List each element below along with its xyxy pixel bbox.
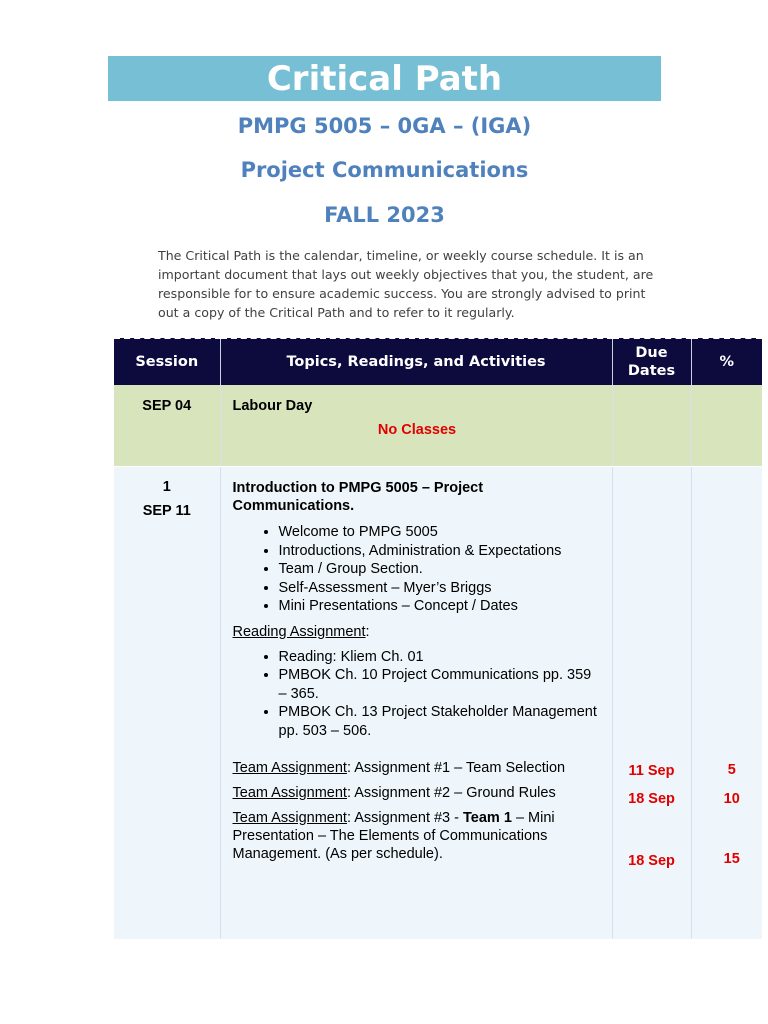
session-1-bullet-list (233, 523, 602, 616)
table-row-session-1 (114, 467, 762, 940)
assignment-1 (233, 759, 602, 777)
assignment-2-pct: 10 (723, 791, 740, 807)
header-topics: Topics, Readings, and Activities (220, 338, 612, 385)
list-item: • Self-Assessment – Myer’s Briggs (279, 579, 602, 598)
session-1-pct-cell (691, 467, 762, 940)
session-1-topics-cell (220, 467, 612, 940)
holiday-topic-cell (220, 385, 612, 467)
session-1-title: Introduction to PMPG 5005 – Project Communications. (232, 480, 484, 514)
list-item: • Team / Group Section. (279, 560, 602, 579)
assignment-1-due: 11 Sep (628, 763, 675, 779)
header-session: Session (114, 338, 220, 385)
reading-assignment-colon: : (365, 623, 370, 640)
list-item: • Welcome to PMPG 5005 (279, 523, 602, 542)
session-1-date: SEP 11 (142, 503, 191, 519)
assignment-3-label: Team Assignment (232, 810, 347, 826)
list-item: • Reading: Kliem Ch. 01 (279, 648, 602, 667)
term: FALL 2023 (324, 203, 445, 227)
assignment-2-due: 18 Sep (628, 791, 675, 807)
list-item: • PMBOK Ch. 10 Project Communications pp. 359 – 365. (279, 666, 602, 703)
holiday-pct-cell (691, 385, 762, 467)
assignment-2-text: : Assignment #2 – Ground Rules (346, 785, 556, 801)
assignment-3-pct: 15 (723, 851, 740, 867)
header-due-line1: Due (635, 345, 668, 361)
list-item: • Mini Presentations – Concept / Dates (279, 597, 602, 616)
assignment-1-text: : Assignment #1 – Team Selection (346, 760, 566, 776)
list-item: • Introductions, Administration & Expectations (279, 542, 602, 561)
assignment-3-text-a: : Assignment #3 - (346, 810, 464, 826)
header-due-line2: Dates (627, 363, 676, 379)
critical-path-table (114, 337, 762, 939)
assignment-1-pct: 5 (727, 762, 736, 778)
session-1-due-cell (612, 467, 691, 940)
header-due-dates (612, 338, 691, 385)
session-1-cell (114, 467, 220, 940)
header-percent: % (691, 338, 762, 385)
course-code: PMPG 5005 – 0GA – (IGA) (237, 114, 532, 138)
table-header-row (114, 338, 762, 385)
session-1-number: 1 (162, 479, 171, 495)
holiday-title: Labour Day (232, 398, 313, 414)
list-item: • PMBOK Ch. 13 Project Stakeholder Management pp. 503 – 506. (279, 703, 602, 740)
assignment-3 (233, 809, 602, 863)
intro-paragraph: The Critical Path is the calendar, timeline, or weekly course schedule. It is an important document that lays out weekly objectives that you, the student, are responsible for to ensure academic success. You are strongly advised to print out a copy of the Critical Path and to refer to it regularly. (158, 248, 654, 320)
table-row-labour-day (114, 385, 762, 467)
document-title-banner: Critical Path (108, 56, 661, 101)
reading-list (233, 648, 602, 741)
holiday-session-date: SEP 04 (114, 385, 220, 467)
reading-assignment-label: Reading Assignment (232, 623, 366, 640)
assignment-3-text-b: – Mini Presentation – The Elements of Communications Management. (As per schedule). (232, 810, 555, 862)
course-name: Project Communications (240, 158, 529, 182)
reading-assignment-heading (233, 624, 602, 640)
holiday-note: No Classes (377, 422, 457, 438)
assignment-1-label: Team Assignment (232, 760, 347, 776)
assignment-3-team: Team 1 (463, 810, 512, 826)
assignment-3-due: 18 Sep (628, 853, 675, 869)
assignment-2-label: Team Assignment (232, 785, 347, 801)
assignment-2 (233, 784, 602, 802)
holiday-due-cell (612, 385, 691, 467)
